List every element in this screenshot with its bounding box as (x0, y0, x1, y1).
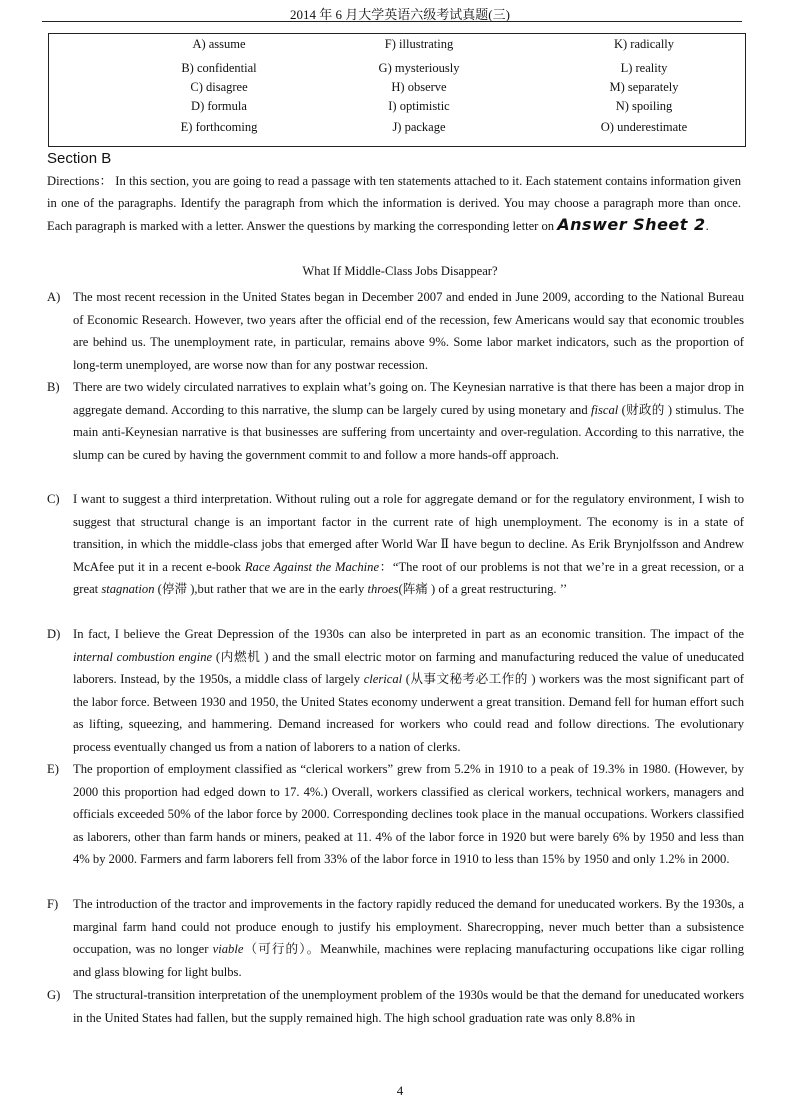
text-run: (阵痛 ) of a great restructuring. ’’ (398, 582, 568, 596)
word-option: N) spoiling (615, 99, 673, 113)
section-title: Section B (47, 150, 112, 167)
book-title: Race Against the Machine (244, 559, 380, 574)
word-option: D) formula (191, 99, 247, 113)
glossed-term: throes (367, 582, 399, 596)
paragraph-letter: D) (47, 627, 61, 641)
paragraph-letter: C) (47, 492, 60, 506)
paragraph-letter: E) (47, 762, 59, 776)
paragraph-text (73, 893, 744, 983)
paragraph-g (47, 984, 744, 1029)
paragraph-text (73, 488, 744, 601)
text-run: (从事文秘考必工作的 ) workers was the most significant part of the labor force. Between 1930 and 1950, the United States economy underwent a great transition. Demand fell for human effort such as lifting, squeezing, and hammering. Demand increased for workers who could read and follow directions. The evolutionary process eventually changed us from a nation of laborers to a nation of clerks. (73, 672, 744, 754)
answer-sheet-label: Answer Sheet 2 (557, 215, 706, 234)
paragraph-b (47, 376, 744, 466)
page-header: 2014 年 6 月大学英语六级考试真题(三) (290, 7, 510, 22)
word-option: G) mysteriously (378, 60, 460, 75)
paragraph-text: The most recent recession in the United States began in December 2007 and ended in June 2009, according to the National Bureau of Economic Research. However, two years after the official end of the recession, few Americans would say that economic troubles are behind us. The unemployment rate, in particular, remains above 9%. Some labor market indicators, such as the proportion of long-term unemployed, are worse now than for any postwar recession. (73, 290, 744, 372)
period: . (705, 219, 709, 233)
word-option: E) forthcoming (180, 119, 258, 134)
paragraph-letter: B) (47, 380, 60, 394)
text-run: There are two widely circulated narratives to explain what’s going on. The Keynesian narrative is that there has been a major drop in aggregate demand. According to this narrative, the slump can be largely cured by using monetary and (73, 380, 744, 417)
page-number: 4 (396, 1083, 404, 1098)
word-option: J) package (392, 119, 446, 134)
paragraph-a (47, 286, 744, 376)
paragraph-c (47, 488, 744, 601)
paragraph-text (73, 376, 744, 466)
word-option: M) separately (609, 80, 679, 94)
header-divider (42, 21, 742, 22)
text-run: (停滞 ),but rather that we are in the early (154, 582, 368, 596)
glossed-term: fiscal (591, 402, 619, 417)
word-bank-column-1 (149, 34, 289, 137)
word-option: O) underestimate (600, 119, 688, 134)
word-option: K) radically (613, 37, 675, 51)
paragraph-e (47, 758, 744, 871)
glossed-term: clerical (363, 672, 403, 686)
passage-title: What If Middle-Class Jobs Disappear? (302, 264, 498, 278)
word-option: I) optimistic (388, 99, 450, 113)
text-run: (财政的 ) stimulus. The main anti-Keynesian narrative is that businesses are suffering from uncertainty and over-regulation. According to this narrative, the slump can be cured by having the government commit to and follow a more hands-off approach. (73, 402, 744, 462)
paragraph-d (47, 623, 744, 758)
paragraph-text: The structural-transition interpretation of the unemployment problem of the 1930s would be that the demand for uneducated workers in the United States had fallen, but the supply remained high. The high school graduation rate was only 8.8% in (73, 988, 744, 1025)
text-run: The introduction of the tractor and improvements in the factory rapidly reduced the demand for uneducated workers. By the 1930s, a marginal farm hand could not produce enough to justify his employment. Sharecropping, never much better than a subsistence occupation, was no longer (73, 897, 744, 956)
word-option: A) assume (192, 37, 246, 51)
word-bank-column-2 (349, 34, 489, 137)
text-run: （可行的）。Meanwhile, machines were replacing manufacturing occupations like cigar rolling and glass blowing for light bulbs. (73, 942, 744, 979)
glossed-term: viable (212, 942, 244, 956)
paragraph-f (47, 893, 744, 983)
text-run: I want to suggest a third interpretation. Without ruling out a role for aggregate demand or for the regulatory environment, I wish to suggest that structural change is an important factor in the current rate of high unemployment. The economy is in a state of transition, in which the middle-class jobs that emerged after World War Ⅱ have begun to decline. As Erik Brynjolfsson and Andrew McAfee put it in a recent e-book (73, 492, 744, 574)
directions-label: Directions： (47, 174, 113, 188)
paragraph-letter: G) (47, 988, 61, 1002)
word-option: L) reality (620, 60, 668, 75)
paragraph-letter: F) (47, 897, 59, 911)
word-option: H) observe (391, 80, 447, 94)
word-bank-column-3 (569, 34, 719, 137)
directions-text: In this section, you are going to read a passage with ten statements attached to it. Each statement contains information given in one of the paragraphs. Identify the paragraph from which the information is derived. You may choose a paragraph more than once. Each paragraph is marked with a letter. Answer the questions by marking the corresponding letter on (47, 174, 741, 233)
paragraph-text: The proportion of employment classified as “clerical workers” grew from 5.2% in 1910 to a peak of 19.3% in 1980. (However, by 2000 this proportion had edged down to 17. 4%.) Overall, workers classified as clerical workers, technical workers, managers and officials exceeded 50% of the labor force by 2000. Corresponding declines took place in the manual occupations. Workers classified as laborers, other than farm hands or miners, peaked at 11. 4% of the labor force in 1920 but were barely 6% by 1950 and less than 4% by 2000. Farmers and farm laborers fell from 33% of the labor force in 1910 to less than 15% by 1950 and only 1.2% in 2000. (73, 762, 744, 866)
text-run: (内燃机 ) and the small electric motor on farming and manufacturing reduced the value of uneducated laborers. Instead, by the 1950s, a middle class of largely (73, 649, 745, 686)
paragraph-letter: A) (47, 290, 61, 304)
paragraph-text (73, 623, 744, 758)
word-bank-box (48, 33, 746, 147)
glossed-term: stagnation (101, 582, 155, 596)
text-run: In fact, I believe the Great Depression of the 1930s can also be interpreted in part as an economic transition. The impact of the (73, 627, 744, 641)
glossed-term: internal combustion engine (73, 649, 213, 664)
word-option: F) illustrating (384, 37, 454, 51)
word-option: B) confidential (181, 60, 257, 75)
directions (47, 170, 741, 237)
text-run: ：“The root of our problems is not that we’re in a great recession, or a great (73, 559, 744, 596)
word-option: C) disagree (190, 80, 248, 94)
